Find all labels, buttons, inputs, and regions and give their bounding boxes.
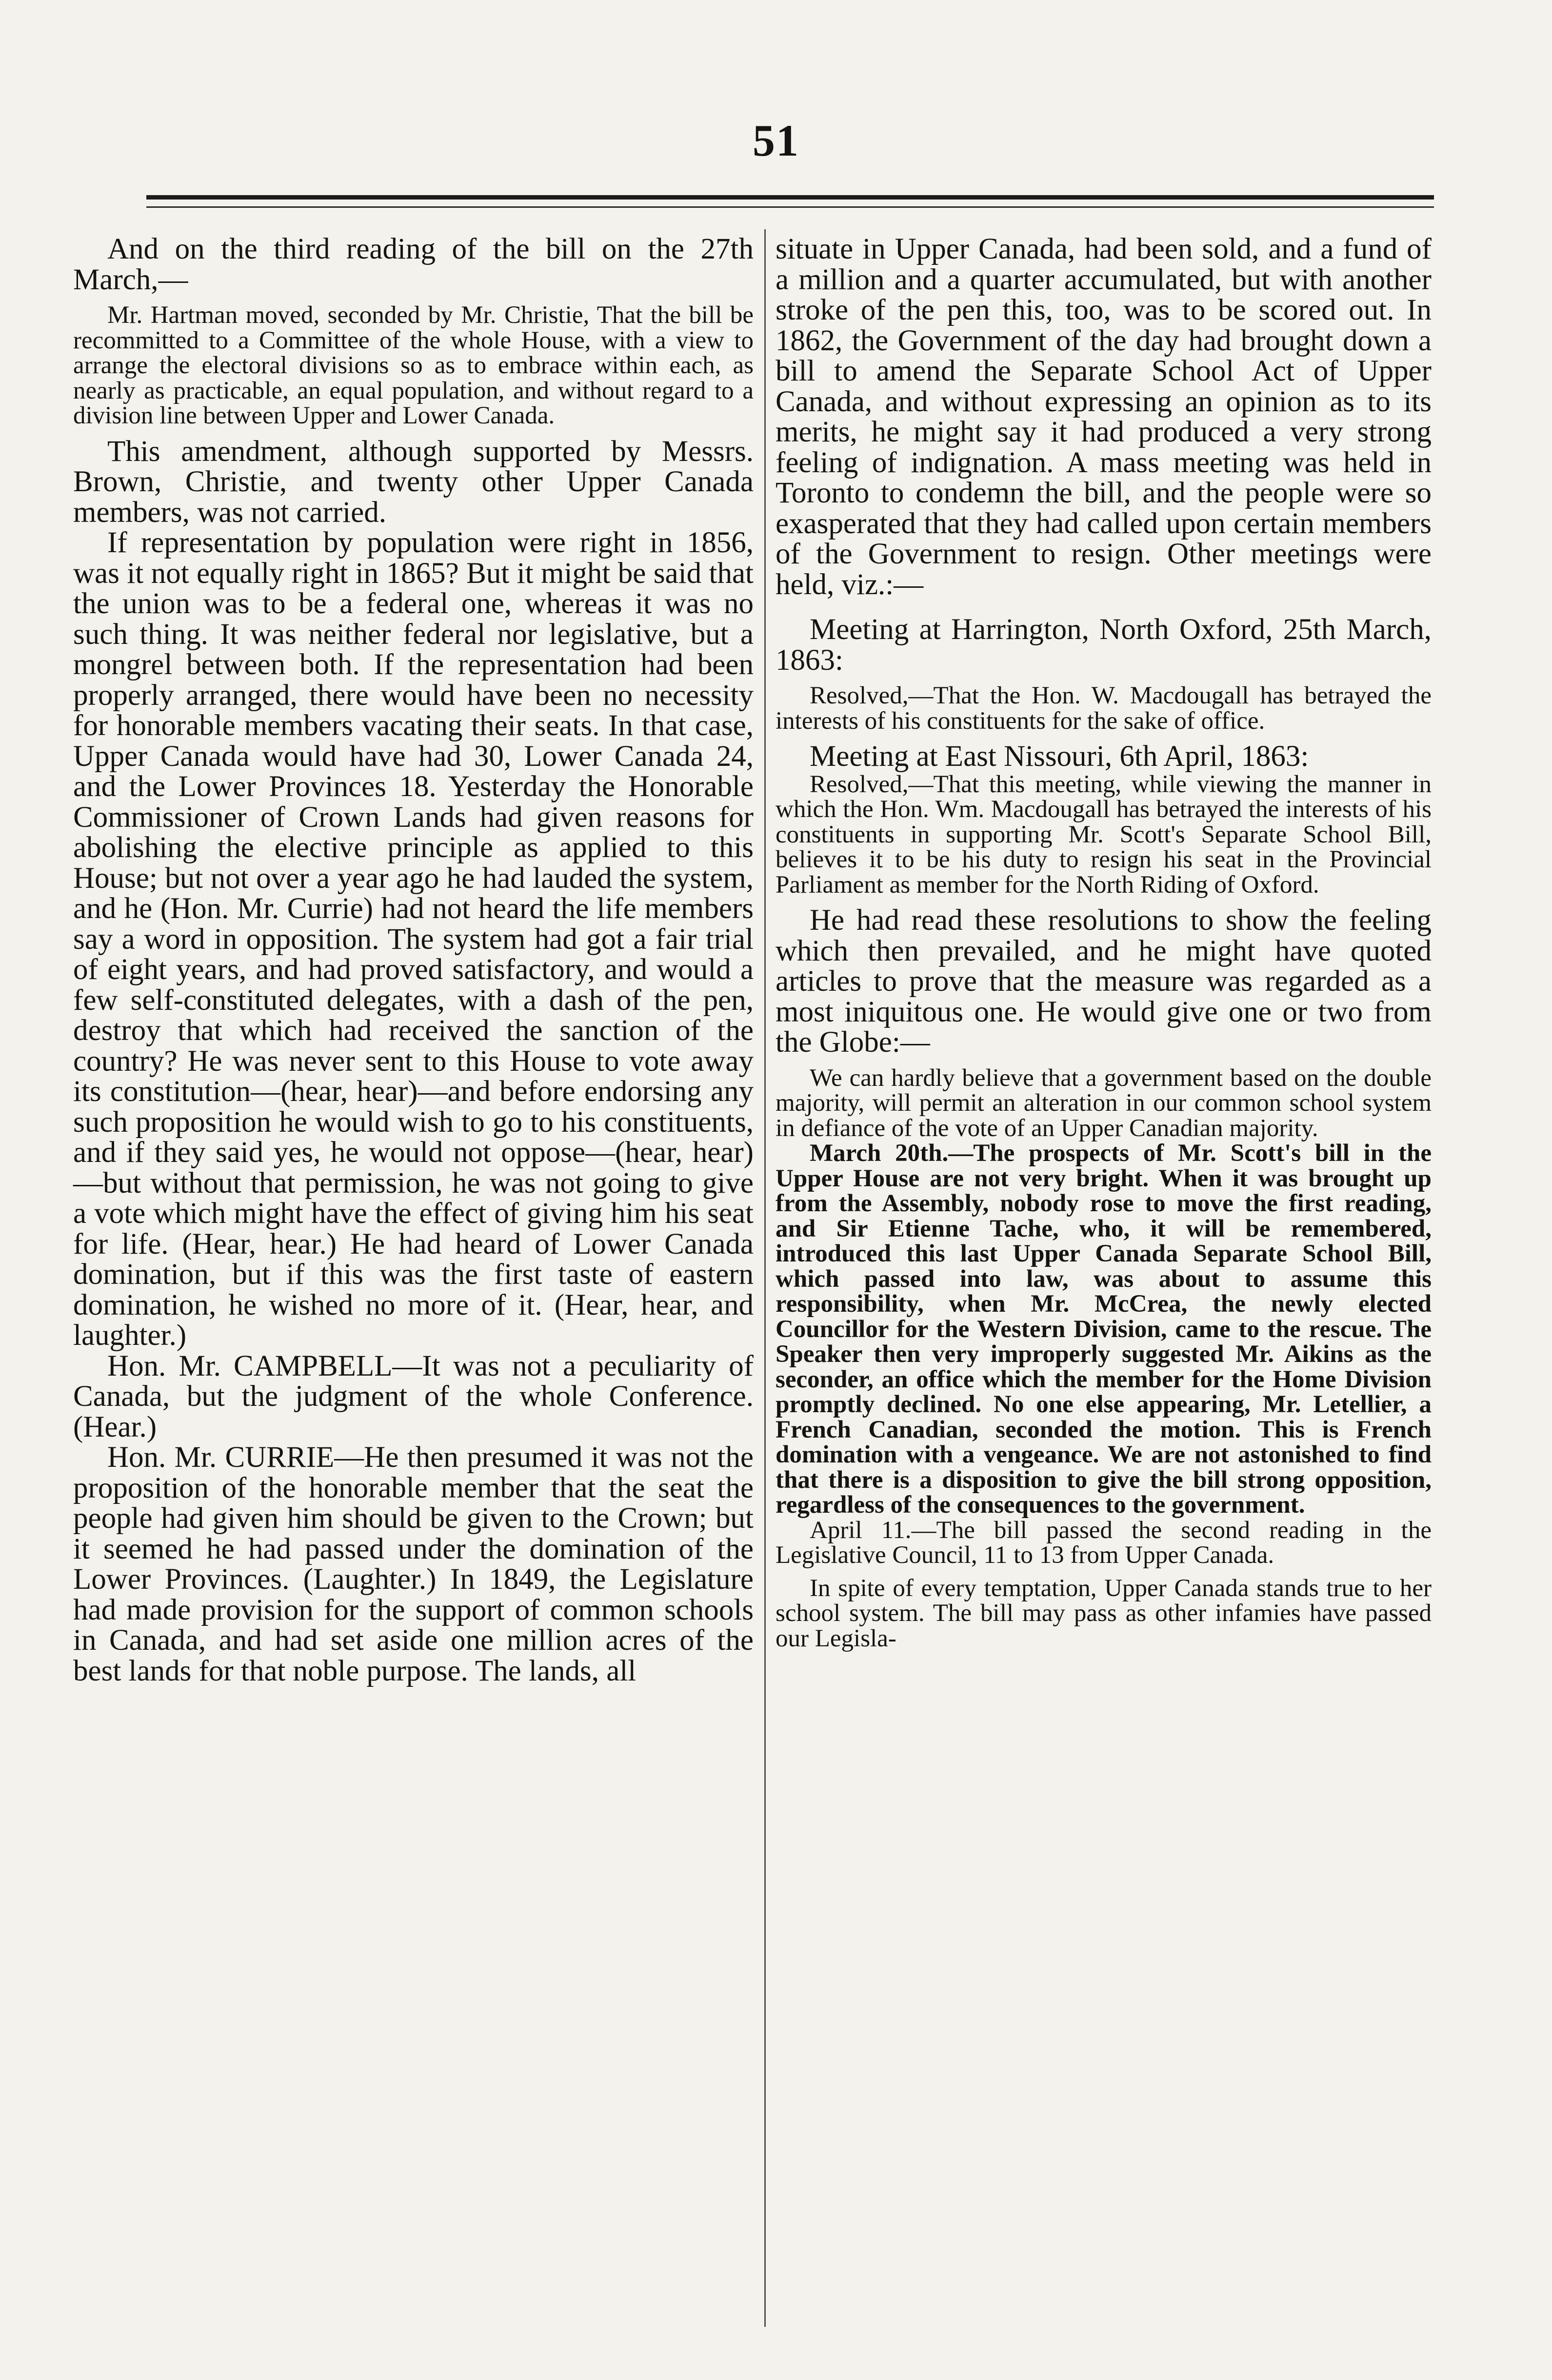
- left-paragraph-3: This amendment, although supported by Messrs. Brown, Christie, and twenty other Upper Canada members, was not carried.: [73, 435, 754, 529]
- page-number: 51: [753, 116, 799, 165]
- column-divider: [764, 229, 766, 2327]
- header-rule-thin: [146, 206, 1434, 208]
- right-paragraph-last: In spite of every temptation, Upper Canada stands true to her school system. The bill may pass as other infamies have passed our Legisla-: [776, 1574, 1432, 1652]
- right-resolution-1: Resolved,—That the Hon. W. Macdougall has betrayed the interests of his constituents for the sake of office.: [776, 682, 1432, 735]
- right-paragraph-globe: He had read these resolutions to show the feeling which then prevailed, and he might have quoted articles to prove that the measure was regarded as a most iniquitous one. He would give one or two from the Globe:—: [776, 904, 1432, 1059]
- right-column: [776, 234, 1432, 1651]
- right-meeting-nissouri: Meeting at East Nissouri, 6th April, 1863:: [810, 740, 1309, 773]
- right-resolution-2: Resolved,—That this meeting, while viewing the manner in which the Hon. Wm. Macdougall has betrayed the interests of his constituents in supporting Mr. Scott's Separate School Bill, believes it to be his duty to resign his seat in the Provincial Parliament as member for the North Riding of Oxford.: [776, 770, 1432, 899]
- right-quote-april: April 11.—The bill passed the second reading in the Legislative Council, 11 to 13 from Upper Canada.: [776, 1516, 1432, 1569]
- right-quote-march: March 20th.—The prospects of Mr. Scott's bill in the Upper House are not very bright. When it was brought up from the Assembly, nobody rose to move the first reading, and Sir Etienne Tache, who, it will be remembered, introduced this last Upper Canada Separate School Bill, which passed into law, was about to assume this responsibility, when Mr. McCrea, the newly elected Councillor for the Western Division, came to the rescue. The Speaker then very improperly suggested Mr. Aikins as the seconder, an office which the member for the Home Division promptly declined. No one else appearing, Mr. Letellier, a French Canadian, seconded the motion. This is French domination with a vengeance. We are not astonished to find that there is a disposition to give the bill strong opposition, regardless of the consequences to the government.: [776, 1140, 1432, 1519]
- left-column: [73, 234, 754, 1686]
- left-paragraph-1: And on the third reading of the bill on the 27th March,—: [73, 233, 754, 296]
- right-quote-1: We can hardly believe that a government based on the double majority, will permit an alteration in our common school system in defiance of the vote of an Upper Canadian majority.: [776, 1064, 1432, 1142]
- header-rule: [146, 195, 1434, 200]
- left-paragraph-campbell: Hon. Mr. CAMPBELL—It was not a peculiarity of Canada, but the judgment of the whole Conference. (Hear.): [73, 1349, 754, 1443]
- left-paragraph-motion: Mr. Hartman moved, seconded by Mr. Christie, That the bill be recommitted to a Committee of the whole House, with a view to arrange the electoral divisions so as to embrace within each, as nearly as practicable, an equal population, and without regard to a division line between Upper and Lower Canada.: [73, 301, 754, 429]
- right-meeting-harrington: Meeting at Harrington, North Oxford, 25th March, 1863:: [776, 613, 1432, 677]
- left-paragraph-currie: Hon. Mr. CURRIE—He then presumed it was not the proposition of the honorable member that the seat the people had given him should be given to the Crown; but it seemed he had passed under the domination of the Lower Provinces. (Laughter.) In 1849, the Legislature had made provision for the support of common schools in Canada, and had set aside one million acres of the best lands for that noble purpose. The lands, all: [73, 1441, 754, 1687]
- left-paragraph-4: If representation by population were right in 1856, was it not equally right in 1865? But it might be said that the union was to be a federal one, whereas it was no such thing. It was neither federal nor legislative, but a mongrel between both. If the representation had been properly arranged, there would have been no necessity for honorable members vacating their seats. In that case, Upper Canada would have had 30, Lower Canada 24, and the Lower Provinces 18. Yesterday the Honorable Commissioner of Crown Lands had given reasons for abolishing the elective principle as applied to this House; but not over a year ago he had lauded the system, and he (Hon. Mr. Currie) had not heard the life members say a word in opposition. The system had got a fair trial of eight years, and had proved satisfactory, and would a few self-constituted delegates, with a dash of the pen, destroy that which had received the sanction of the country? He was never sent to this House to vote away its constitution—(hear, hear)—and before endorsing any such proposition he would wish to go to his constituents, and if they said yes, he would not oppose—(hear, hear)—but without that permission, he was not going to give a vote which might have the effect of giving him his seat for life. (Hear, hear.) He had heard of Lower Canada domination, but if this was the first taste of eastern domination, he wished no more of it. (Hear, hear, and laughter.): [73, 526, 754, 1352]
- right-paragraph-1: situate in Upper Canada, had been sold, and a fund of a million and a quarter accumulated, but with another stroke of the pen this, too, was to be scored out. In 1862, the Government of the day had brought down a bill to amend the Separate School Act of Upper Canada, and without expressing an opinion as to its merits, he might say it had produced a very strong feeling of indignation. A mass meeting was held in Toronto to condemn the bill, and the people were so exasperated that they had called upon certain members of the Government to resign. Other meetings were held, viz.:—: [776, 233, 1432, 601]
